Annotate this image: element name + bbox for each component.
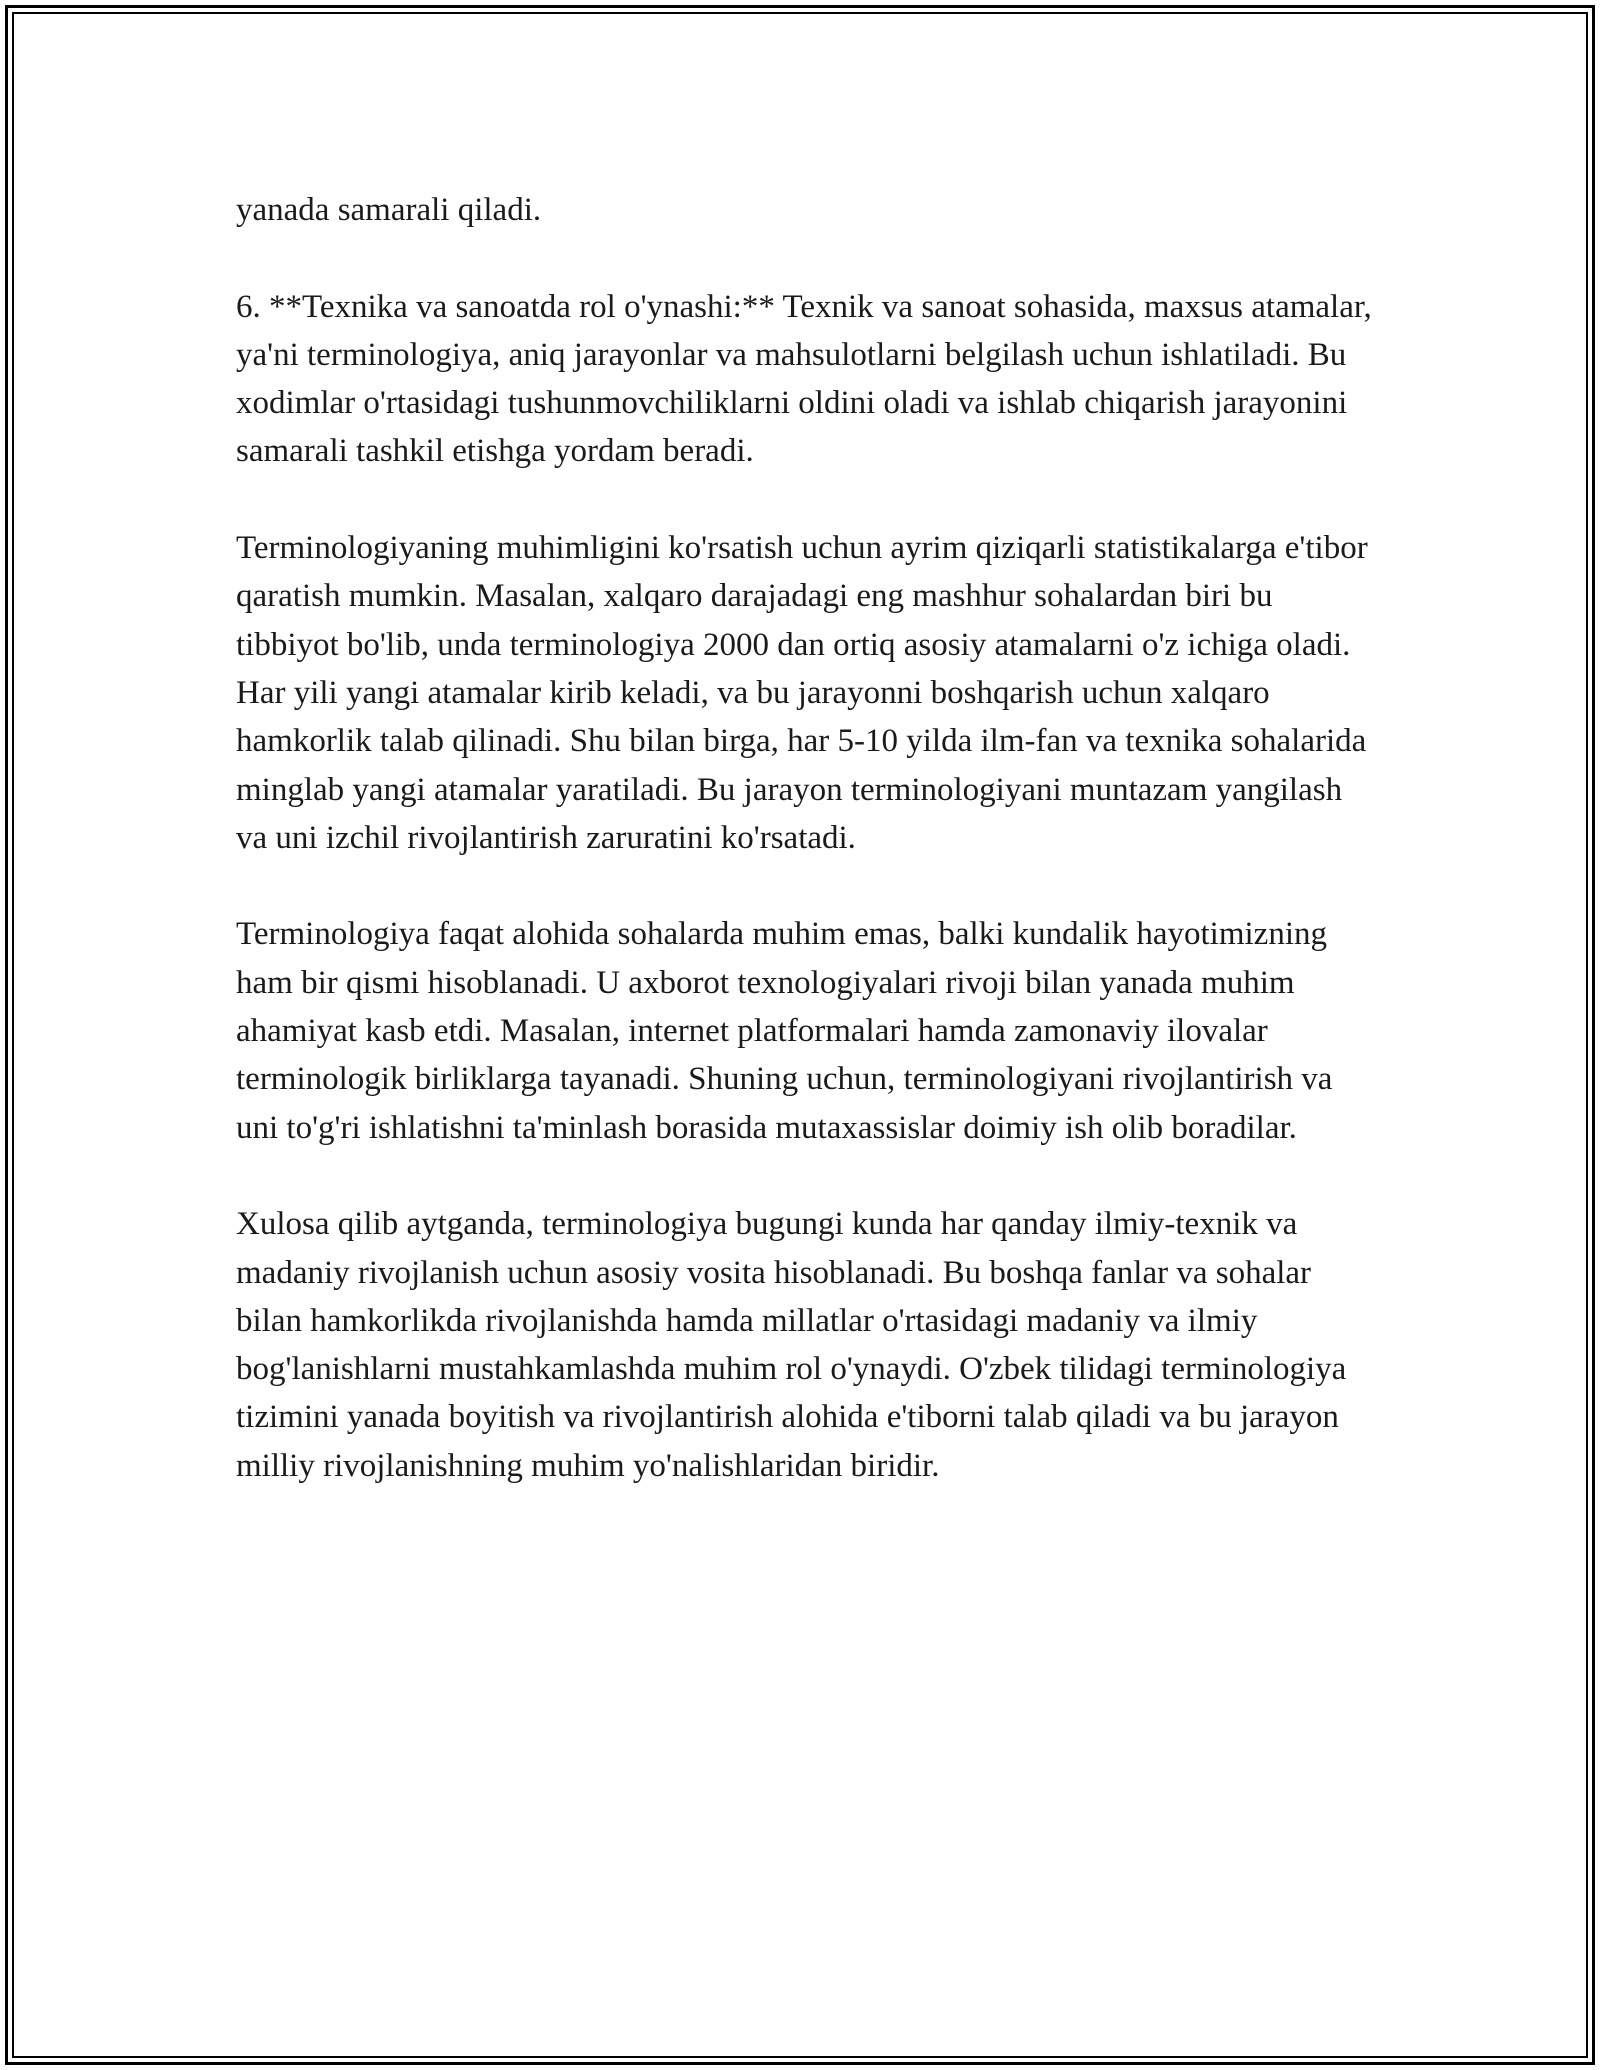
document-body: [236, 186, 1376, 1490]
paragraph-statistics: Terminologiyaning muhimligini ko'rsatish uchun ayrim qiziqarli statistikalarga e'tibor qaratish mumkin. Masalan, xalqaro darajadagi eng mashhur sohalardan biri bu tibbiyot bo'lib, unda terminologiya 2000 dan ortiq asosiy atamalarni o'z ichiga oladi. Har yili yangi atamalar kirib keladi, va bu jarayonni boshqarish uchun xalqaro hamkorlik talab qilinadi. Shu bilan birga, har 5-10 yilda ilm-fan va texnika sohalarida minglab yangi atamalar yaratiladi. Bu jarayon terminologiyani muntazam yangilash va uni izchil rivojlantirish zaruratini ko'rsatadi.: [236, 530, 1368, 856]
paragraph-list-item-6: 6. **Texnika va sanoatda rol o'ynashi:** Texnik va sanoat sohasida, maxsus atamalar, ya'ni terminologiya, aniq jarayonlar va mahsulotlarni belgilash uchun ishlatiladi. Bu xodimlar o'rtasidagi tushunmovchiliklarni oldini oladi va ishlab chiqarish jarayonini samarali tashkil etishga yordam beradi.: [236, 288, 1372, 470]
paragraph-everyday-life: Terminologiya faqat alohida sohalarda muhim emas, balki kundalik hayotimizning ham bir qismi hisoblanadi. U axborot texnologiyalari rivoji bilan yanada muhim ahamiyat kasb etdi. Masalan, internet platformalari hamda zamonaviy ilovalar terminologik birliklarga tayanadi. Shuning uchun, terminologiyani rivojlantirish va uni to'g'ri ishlatishni ta'minlash borasida mutaxassislar doimiy ish olib boradilar.: [236, 916, 1333, 1146]
paragraph-continuation: yanada samarali qiladi.: [236, 192, 542, 228]
paragraph-conclusion: Xulosa qilib aytganda, terminologiya bugungi kunda har qanday ilmiy-texnik va madaniy rivojlanish uchun asosiy vosita hisoblanadi. Bu boshqa fanlar va sohalar bilan hamkorlikda rivojlanishda hamda millatlar o'rtasidagi madaniy va ilmiy bog'lanishlarni mustahkamlashda muhim rol o'ynaydi. O'zbek tilidagi terminologiya tizimini yanada boyitish va rivojlantirish alohida e'tiborni talab qiladi va bu jarayon milliy rivojlanishning muhim yo'nalishlaridan biridir.: [236, 1206, 1347, 1484]
